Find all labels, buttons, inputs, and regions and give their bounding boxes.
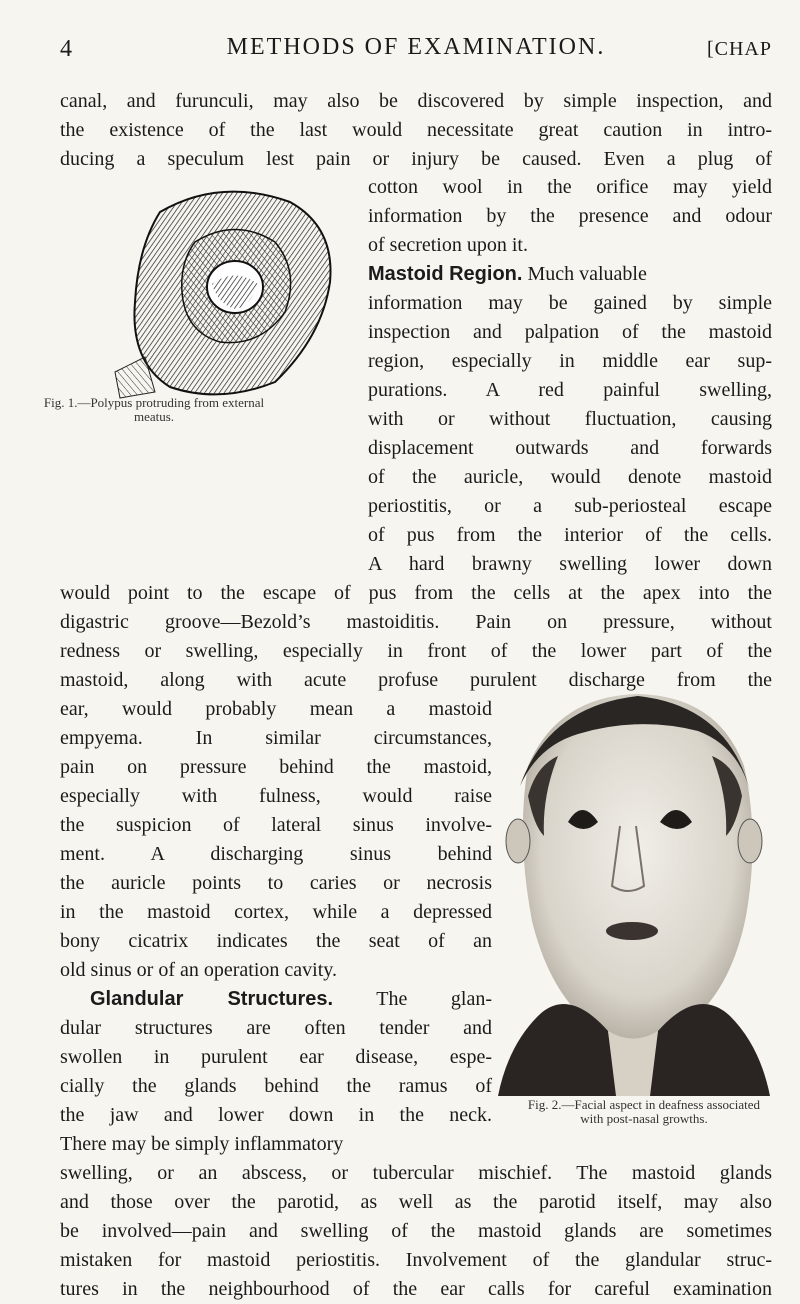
text-line: A hard brawny swelling lower down [368,553,772,575]
text-line: digastric groove—Bezold’s mastoiditis. Pain on pressure, without [60,611,772,633]
text-line: pain on pressure behind the mastoid, [60,756,492,778]
figure-2-caption [494,1098,794,1126]
text-line [368,259,772,289]
text-line: There may be simply inflammatory [60,1133,344,1155]
text-line [60,984,492,1014]
text-line: mistaken for mastoid periostitis. Involvement of the glandular struc- [60,1249,772,1271]
section-heading-glandular: Glandular Structures. [90,988,334,1010]
text-line: old sinus or of an operation cavity. [60,959,337,981]
running-title: METHODS OF EXAMINATION. [226,34,606,60]
text-line: information may be gained by simple [368,292,772,314]
text-span: Much valuable [522,263,647,285]
text-line: the auricle points to caries or necrosis [60,872,492,894]
text-line: be involved—pain and swelling of the mastoid glands are sometimes [60,1220,772,1242]
text-line: dular structures are often tender and [60,1017,492,1039]
text-line: region, especially in middle ear sup- [368,350,772,372]
caption-line: Fig. 1.—Polypus protruding from external [43,395,265,410]
text-line: the suspicion of lateral sinus involve- [60,814,492,836]
text-line: mastoid, along with acute profuse purulent discharge from the [60,669,772,691]
text-line: canal, and furunculi, may also be discovered by simple inspection, and [60,90,772,112]
text-line: cially the glands behind the ramus of [60,1075,492,1097]
text-line: tures in the neighbourhood of the ear calls for careful examination [60,1278,772,1300]
text-span: The glan- [333,988,493,1010]
text-line: displacement outwards and forwards [368,437,772,459]
text-line: the jaw and lower down in the neck. [60,1104,492,1126]
text-line: of the auricle, would denote mastoid [368,466,772,488]
text-line: purations. A red painful swelling, [368,379,772,401]
text-line: ear, would probably mean a mastoid [60,698,492,720]
text-line: of secretion upon it. [368,234,528,256]
text-line: especially with fulness, would raise [60,785,492,807]
text-line: the existence of the last would necessitate great caution in intro- [60,119,772,141]
chapter-marker: [CHAP [706,38,772,60]
page-number: 4 [60,36,72,62]
text-line: empyema. In similar circumstances, [60,727,492,749]
text-line: would point to the escape of pus from the cells at the apex into the [60,582,772,604]
figure-1-caption [4,396,304,424]
page-header [60,28,772,68]
caption-line: Fig. 2.—Facial aspect in deafness associated [527,1097,761,1112]
text-line: in the mastoid cortex, while a depressed [60,901,492,923]
text-line: with or without fluctuation, causing [368,408,772,430]
figure-1-illustration [100,172,372,404]
caption-line: meatus. [133,409,175,424]
caption-line: with post-nasal growths. [580,1111,708,1126]
text-line: redness or swelling, especially in front of the lower part of the [60,640,772,662]
text-line: and those over the parotid, as well as the parotid itself, may also [60,1191,772,1213]
text-line: inspection and palpation of the mastoid [368,321,772,343]
text-line: swollen in purulent ear disease, espe- [60,1046,492,1068]
text-line: ducing a speculum lest pain or injury be caused. Even a plug of [60,148,772,170]
text-line: swelling, or an abscess, or tubercular mischief. The mastoid glands [60,1162,772,1184]
section-heading-mastoid: Mastoid Region. [368,263,523,285]
text-line: ment. A discharging sinus behind [60,843,492,865]
text-line: periostitis, or a sub-periosteal escape [368,495,772,517]
text-line: cotton wool in the orifice may yield [368,176,772,198]
text-line: information by the presence and odour [368,205,772,227]
figure-2-illustration [498,686,770,1096]
text-line: bony cicatrix indicates the seat of an [60,930,492,952]
text-line: of pus from the interior of the cells. [368,524,772,546]
